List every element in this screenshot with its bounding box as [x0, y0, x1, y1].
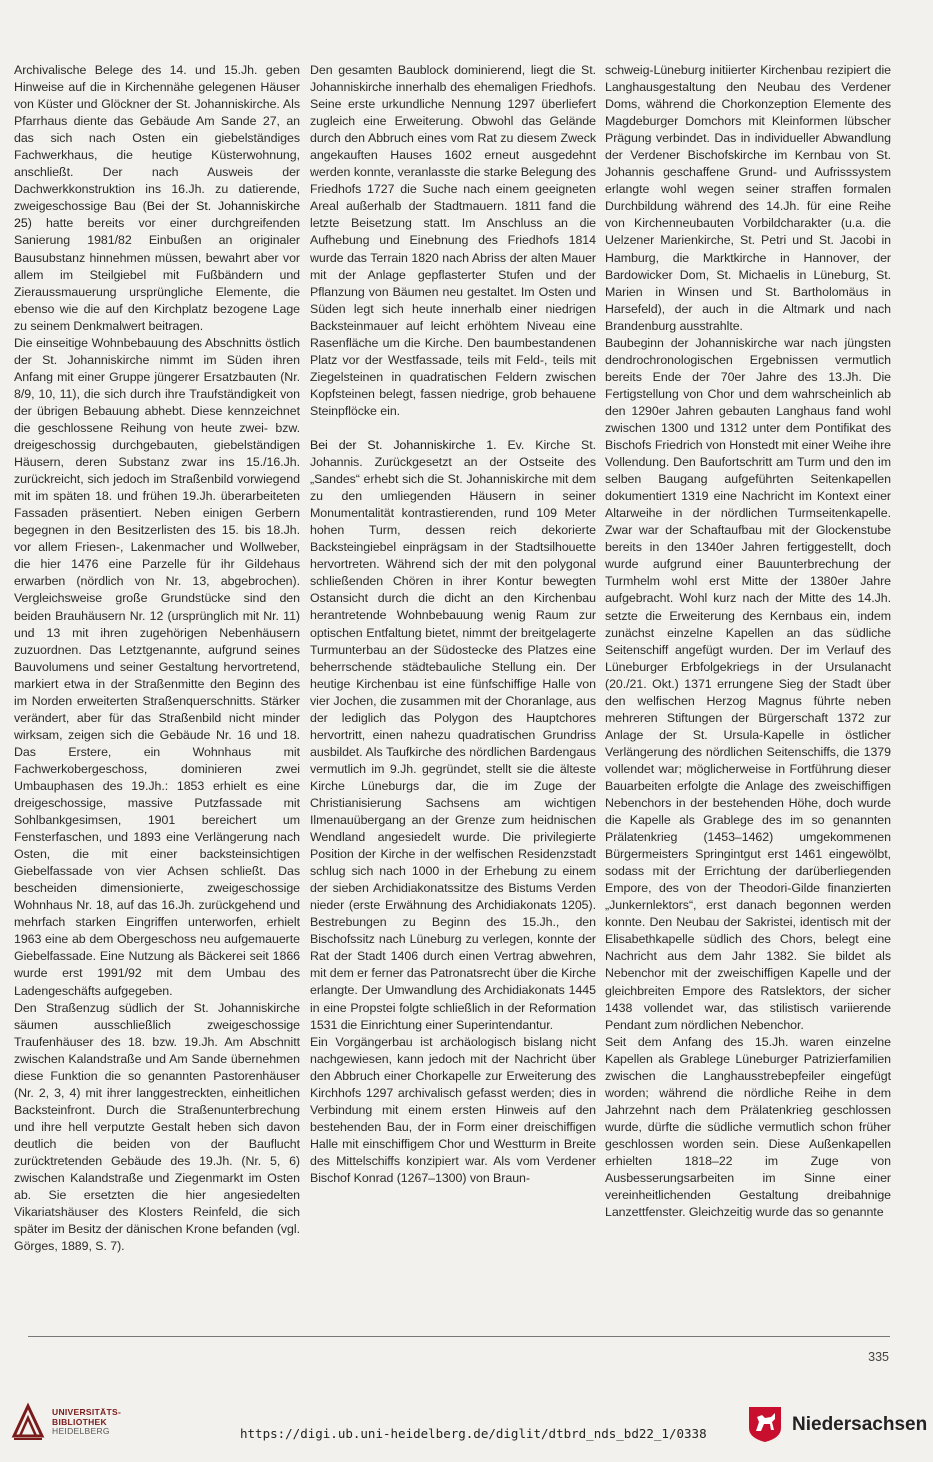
paragraph: schweig-Lüneburg initiierter Kirchenbau rezipiert die Langhausgestaltung den Neubau des Verdener Doms, während die Chorkonzeption Elemente des Magdeburger Domchors mit Kleinformen lübscher Prägung verbindet. Das in individueller Abwandlung der Verdener Bischofskirche im Kernbau von St. Johannis geschaffene Grund- und Aufrisssystem erlangte wohl wegen seiner straffen formalen Durchbildung während des 14.Jh. für eine Reihe von Kirchenneubauten Vorbildcharakter (u.a. die Uelzener Marienkirche, St. Petri und St. Jacobi in Hamburg, die Marktkirche in Hannover, der Bardowicker Dom, St. Michaelis in Lüneburg, St. Marien in Winsen und St. Bartholomäus in Harsefeld), der auch in die Altmark und nach Brandenburg ausstrahlte.	[605, 63, 891, 333]
university-library-logo-icon[interactable]	[10, 1402, 46, 1442]
library-city: HEIDELBERG	[52, 1426, 110, 1436]
paragraph	[14, 62, 300, 335]
text-column-3	[605, 62, 891, 1221]
paragraph: Baubeginn der Johanniskirche war nach jüngsten dendrochronologischen Ergebnissen vermutlich bereits Ende der 70er Jahre des 13.Jh. Die Fertigstellung von Chor und dem wahrscheinlich ab den 1290er Jahren gebauten Langhaus fand wohl zwischen 1300 und 1312 unter dem Pontifikat des Bischofs Friedrich von Honstedt mit einer Weihe ihre Vollendung. Den Baufortschritt am Turm und den im selben Baugang aufgeführten Seitenkapellen dokumentiert 1319 eine Nachricht im Kontext einer Altarweihe in der nördlichen Turmseitenkapelle. Zwar war der Schaftaufbau mit der Glockenstube bereits in den 1340er Jahren fertiggestellt, doch wurde aufgrund einer Bauunterbrechung der Turmhelm wohl erst Mitte der 1380er Jahre aufgebracht. Wohl kurz nach der Mitte des 14.Jh. setzte die Erweiterung des Kernbaus ein, indem zunächst einzelne Kapellen an das südliche Seitenschiff angefügt wurden. Der im Verlauf des Lüneburger Erbfolgekriegs in der Ursulanacht (20./21. Okt.) 1371 errungene Sieg der Stadt über den welfischen Herzog Magnus führte neben mehreren Stiftungen der Bürgerschaft 1372 zur Anlage der St. Ursula-Kapelle in östlicher Verlängerung des nördlichen Seitenschiffs, die 1379 vollendet war; möglicherweise in Fortführung dieser Bauarbeiten erfolgte die Anlage des zweischiffigen Nebenchors in der bestehenden Höhe, doch wurde die Kapelle als Grablege des im so genannten Prälatenkrieg (1453–1462) umgekommenen Bürgermeisters Springintgut erst 1461 eingewölbt, sodass mit der Errichtung der darüberliegenden Empore, des von der Theodori-Gilde finanzierten „Junkernlektors“, erst danach begonnen werden konnte. Den Neubau der Sakristei, identisch mit der Elisabethkapelle südlich des Chors, belegt eine Nachricht aus dem Jahr 1382. Sie bildet als Nebenchor mit der zweischiffigen Kapelle und der gleichbreiten Empore des Ratslektors, der sicher 1438 vollendet war, das stilistisch variierende Pendant zum nördlichen Nebenchor.	[605, 335, 891, 1032]
university-library-name[interactable]	[52, 1408, 121, 1437]
lower-saxony-horse-icon[interactable]	[745, 1404, 785, 1444]
paragraph: Die einseitige Wohnbebauung des Abschnitts östlich der St. Johanniskirche nimmt im Süden ihren Anfang mit einer Gruppe jüngerer Ersatzbauten (Nr. 8/9, 10, 11), die sich durch ihre Traufständigkeit von der übrigen Bebauung abhebt. Diese kennzeichnet die geschlossene Reihung von heute zwei- bzw. dreigeschossig durchgebauten, giebelständigen Häusern, deren Substanz zwar ins 15./16.Jh. zurückreicht, sich jedoch im Straßenbild vorwiegend mit im späten 18. und frühen 19.Jh. überarbeiteten Fassaden präsentiert. Neben einigen Gerbern begegnen in den Besitzerlisten des 15. bis 18.Jh. vor allem Friesen-, Lakenmacher und Wollweber, die hier 1476 eine Parzelle für ihr Gildehaus erwarben (nördlich von Nr. 13, abgebrochen). Vergleichsweise große Grundstücke sind den beiden Brauhäusern Nr. 12 (ursprünglich mit Nr. 11) und 13 mit ihren zugehörigen Nebenhäusern zuzuordnen. Das Letztgenannte, aufgrund seines Bauvolumens und seiner Gestaltung hervortretend, markiert etwa in der Straßenmitte den Beginn des im Norden erweiterten Straßenquerschnitts. Stärker verändert, aber für das Straßenbild nicht minder wirksam, zeigen sich die Gebäude Nr. 16 und 18. Das Erstere, ein Wohnhaus mit Fachwerkobergeschoss, dominieren zwei Umbauphasen des 19.Jh.: 1853 erhielt es eine dreigeschossige, massive Putzfassade mit Sohlbankgesimsen, 1901 bereichert um Fensterfaschen, und 1893 eine Verlängerung nach Osten, die mit einer backsteinsichtigen Giebelfassade von vier Achsen schließt. Das bescheiden dimensionierte, zweigeschossige Wohnhaus Nr. 18, auf das 16.Jh. zurückgehend und mehrfach starken Eingriffen unterworfen, erhielt 1963 eine ab dem Obergeschoss neu aufgemauerte Giebelfassade. Eine Nutzung als Bäckerei seit 1866 wurde erst 1991/92 mit dem Umbau des Ladengeschäfts aufgegeben.	[14, 335, 300, 998]
page-number: 335	[868, 1350, 889, 1364]
paragraph-text: Archivalische Belege des 14. und 15.Jh. geben Hinweise auf die in Kirchennähe gelegenen Häuser von Küster und Glöckner der St. Johanniskirche. Als Pfarrhaus diente das Gebäude Am Sande 27, an das sich nach Osten ein giebelständiges Fachwerkhaus, die heutige Küsterwohnung, anschließt. Der nach Ausweis der Dachwerkkonstruktion ins 16.Jh. zu datierende, zweigeschossige Bau (	[14, 63, 300, 214]
text-column-2	[310, 62, 596, 1187]
paragraph: Ein Vorgängerbau ist archäologisch bislang nicht nachgewiesen, kann jedoch mit der Nachricht über den Abbruch einer Chorkapelle zur Erweiterung des Kirchhofs 1297 archivalisch gefasst werden; dies in Verbindung mit einem ersten Hinweis auf den bestehenden Bau, der in Form einer dreischiffigen Halle mit einschiffigem Chor und Westturm in Breite des Mittelschiffs konzipiert war. Als vom Verdener Bischof Konrad (1267–1300) von Braun-	[310, 1034, 596, 1185]
library-name-line: UNIVERSITÄTS-	[52, 1407, 122, 1417]
paragraph: Den Straßenzug südlich der St. Johanniskirche säumen ausschließlich zweigeschossige Traufenhäuser des 18. bzw. 19.Jh. Am Abschnitt zwischen Kalandstraße und Am Sande übernehmen diese Funktion die so genannten Pastorenhäuser (Nr. 2, 3, 4) mit ihrer langgestreckten, einheitlichen Backsteinfront. Durch die Straßenunterbrechung und ihre hell verputzte Gestalt heben sich davon deutlich die beiden von der Bauflucht zurücktretenden Gebäude des 19.Jh. (Nr. 5, 6) zwischen Kalandstraße und Ziegenmarkt im Osten ab. Sie ersetzten die hier angesiedelten Vikariatshäuser des Klosters Reinfeld, die sich später im Besitz der dänischen Krone befanden (vgl. Görges, 1889, S. 7).	[14, 1000, 300, 1254]
paragraph: Seit dem Anfang des 15.Jh. waren einzelne Kapellen als Grablege Lüneburger Patrizierfamilien zwischen die Langhausstrebepfeiler eingefügt worden; während die nördliche Reihe in dem Jahrzehnt nach dem Prälatenkrieg geschlossen wurde, dürfte die südliche vermutlich schon früher geschlossen worden sein. Diese Außenkapellen erhielten 1818–22 im Zuge von Ausbesserungsarbeiten im Sinne einer vereinheitlichenden Gestaltung dreibahnige Lanzettfenster. Gleichzeitig wurde das so genannte	[605, 1034, 891, 1220]
paragraph	[310, 437, 596, 1034]
text-column-1	[14, 62, 300, 1255]
paragraph-text: Ev. Kirche St. Johannis. Zurückgesetzt an der Ostseite des „Sandes“ erhebt sich die St. Johanniskirche mit dem zu den umliegenden Häusern in seiner Monumentalität kontrastierenden, rund 109 Meter hohen Turm, dessen reich dekorierte Backsteingiebel einprägsam in der Stadtsilhouette hervortreten. Während sich der mit den polygonal schließenden Chören in ihrer Kontur bewegten Ostansicht durch die dicht an den Kirchenbau herantretende Wohnbebauung wenig Raum zur optischen Entfaltung bietet, nimmt der breitgelagerte Turmunterbau an der Südostecke des Platzes eine beherrschende städtebauliche Stellung ein. Der heutige Kirchenbau ist eine fünfschiffige Halle von vier Jochen, die zusammen mit der Choranlage, aus der lediglich das Polygon des Hauptchores hervortritt, einen nahezu quadratischen Grundriss ausbildet. Als Taufkirche des nördlichen Bardengaus vermutlich im 9.Jh. gegründet, stellt sie die älteste Kirche Lüneburgs dar, die im Zuge der Christianisierung Sachsens am wichtigen Ilmenauübergang an der Grenze zum heidnischen Wendland angesiedelt wurde. Die privilegierte Position der Kirche in der welfischen Residenzstadt schlug sich nach 1000 in der Erhebung zu einem der sieben Archidiakonatssitze des Bistums Verden nieder (erste Erwähnung des Archidiakonats 1205). Bestrebungen zu Beginn des 15.Jh., den Bischofssitz nach Lüneburg zu verlegen, konnte der Rat der Stadt 1406 durch einen Vertrag abwehren, mit dem er ferner das Patronatsrecht über die Kirche erlangte. Der Umwandlung des Archidiakonats 1445 in eine Propstei folgte schließlich in der Reformation 1531 die Einrichtung einer Superintendantur.	[310, 437, 596, 1032]
paragraph: Den gesamten Baublock dominierend, liegt die St. Johanniskirche innerhalb des ehemaligen Friedhofs. Seine erste urkundliche Nennung 1297 überliefert zugleich eine Erweiterung. Obwohl das Gelände durch den Abbruch eines vom Rat zu diesem Zweck angekauften Hauses 1602 erneut ausgedehnt werden konnte, veranlasste die starke Belegung des Friedhofs 1727 die Suche nach einem geeigneten Areal außerhalb der Stadtmauern. 1811 fand die letzte Beisetzung statt. Im Anschluss an die Aufhebung und Einebnung des Friedhofs 1814 wurde das Terrain 1820 nach Abriss der alten Mauer mit der Anlage gepflasterter Stufen und der Pflanzung von Bäumen neu gestaltet. Im Osten und Süden legt sich heute innerhalb einer niedrigen Backsteinmauer auf leicht erhöhtem Niveau eine Rasenfläche um die Kirche. Den baumbestandenen Platz vor der Westfassade, teils mit Feld-, teils mit Ziegelsteinen in quadratischen Feldern zwischen Kopfsteinen belegt, fassen niedrige, grob behauene Steinpflöcke ein.	[310, 63, 596, 418]
library-name-line: BIBLIOTHEK	[52, 1416, 107, 1427]
paragraph-spacer	[310, 420, 596, 437]
digitization-footer	[0, 1396, 933, 1462]
entry-heading: Bei der St. Johanniskirche 1.	[310, 437, 497, 452]
state-name: Niedersachsen	[792, 1414, 928, 1435]
permalink-url[interactable]: https://digi.ub.uni-heidelberg.de/diglit/dtbrd_nds_bd22_1/0338	[240, 1426, 707, 1441]
footer-divider	[28, 1336, 890, 1337]
paragraph-text: ) hatte bereits vor einer durchgreifenden Sanierung 1981/82 Einbußen an originaler Bausubstanz hinnehmen müssen, bewahrt aber vor allem im Steilgiebel mit Fußbändern und Zieraussmauerung ursprüngliche Elemente, die ebenso wie die auf den Kirchplatz bezogene Lage zu seinem Denkmalwert beitragen.	[14, 216, 300, 333]
address-reference: Bei der St. Johanniskirche 25	[14, 199, 300, 231]
